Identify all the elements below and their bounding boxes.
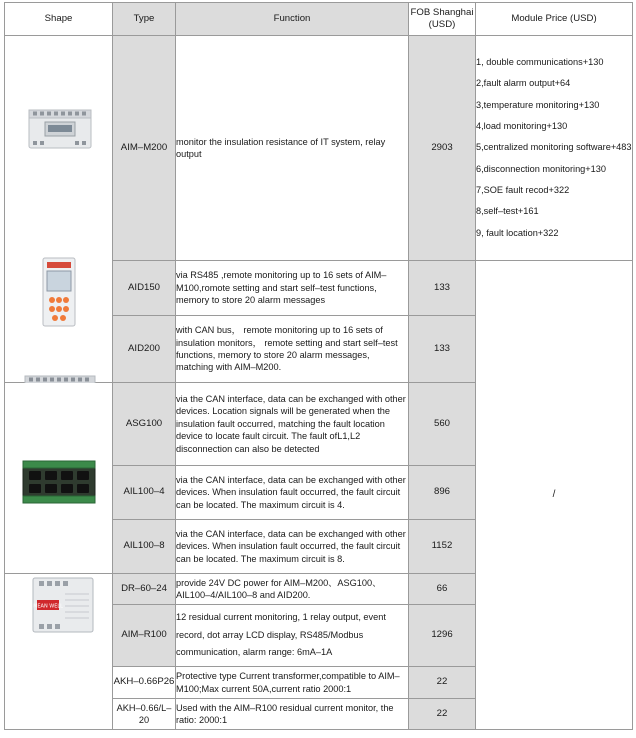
fob-price-cell: 560 bbox=[409, 383, 476, 466]
type-cell: AIL100–8 bbox=[113, 520, 176, 574]
module-price-item: 3,temperature monitoring+130 bbox=[476, 99, 600, 110]
function-cell: via the CAN interface, data can be exchanged with other devices. When insulation fault occurred, the fault circuit can be located. The maximum circuit is 4. bbox=[176, 466, 409, 520]
function-cell: with CAN bus， remote monitoring up to 16 sets of insulation monitors， remote setting and start self–test functions, memory to store 20 alarm messages, matching with AIM–M200. bbox=[176, 316, 409, 383]
function-cell: Used with the AIM–R100 residual current monitor, the ratio: 2000:1 bbox=[176, 699, 409, 730]
type-cell: AID200 bbox=[113, 316, 176, 383]
module-price-item: 8,self–test+161 bbox=[476, 206, 539, 217]
module-price-item: 2,fault alarm output+64 bbox=[476, 78, 571, 89]
module-price-list bbox=[476, 36, 633, 261]
header-module-price: Module Price (USD) bbox=[476, 3, 633, 36]
module-price-item: 9, fault location+322 bbox=[476, 227, 559, 238]
product-price-table bbox=[4, 2, 633, 730]
shape-cell-locators bbox=[5, 383, 113, 574]
header-type: Type bbox=[113, 3, 176, 36]
module-price-item: 7,SOE fault recod+322 bbox=[476, 184, 570, 195]
function-cell: provide 24V DC power for AIM–M200、ASG100、 AIL100–4/AIL100–8 and AID200. bbox=[176, 574, 409, 605]
function-cell: 12 residual current monitoring, 1 relay output, event record, dot array LCD display, RS485/Modbus communication, alarm range: 6mA–1A bbox=[176, 605, 409, 667]
type-cell: ASG100 bbox=[113, 383, 176, 466]
fob-price-cell: 2903 bbox=[409, 36, 476, 261]
fob-price-cell: 22 bbox=[409, 699, 476, 730]
module-price-item: 1, double communications+130 bbox=[476, 57, 604, 68]
type-cell: AKH–0.66/L–20 bbox=[113, 699, 176, 730]
fob-price-cell: 1152 bbox=[409, 520, 476, 574]
shape-cell-power bbox=[5, 574, 113, 730]
module-price-item: 4,load monitoring+130 bbox=[476, 121, 568, 132]
aim-m200-device-image bbox=[27, 108, 93, 152]
module-price-item: 6,disconnection monitoring+130 bbox=[476, 163, 606, 174]
module-price-item: 5,centralized monitoring software+483 bbox=[476, 142, 632, 153]
module-price-other: / bbox=[476, 261, 633, 730]
aid150-device-image bbox=[41, 256, 77, 328]
type-cell: DR–60–24 bbox=[113, 574, 176, 605]
fob-price-cell: 22 bbox=[409, 667, 476, 699]
ail100-device-image bbox=[21, 459, 97, 505]
mean-well-logo: MEAN WELL bbox=[33, 603, 63, 610]
type-cell: AKH–0.66P26 bbox=[113, 667, 176, 699]
header-function: Function bbox=[176, 3, 409, 36]
fob-price-cell: 133 bbox=[409, 316, 476, 383]
function-cell: via the CAN interface, data can be exchanged with other devices. Location signals will be generated when the insulation fault occurred, matching the fault location device to locate fault circuit. The fault ofL1,L2 disconnection can also be detected bbox=[176, 383, 409, 466]
header-fob bbox=[409, 3, 476, 36]
function-cell: Protective type Current transformer,compatible to AIM–M100;Max current 50A,current ratio 2000:1 bbox=[176, 667, 409, 699]
fob-price-cell: 133 bbox=[409, 261, 476, 316]
header-row bbox=[5, 3, 633, 36]
fob-price-cell: 896 bbox=[409, 466, 476, 520]
type-cell: AIM–R100 bbox=[113, 605, 176, 667]
fob-price-cell: 66 bbox=[409, 574, 476, 605]
function-cell: via the CAN interface, data can be exchanged with other devices. When insulation fault occurred, the fault circuit can be located. The maximum circuit is 8. bbox=[176, 520, 409, 574]
header-fob-line1: FOB Shanghai bbox=[410, 7, 474, 19]
type-cell: AIM–M200 bbox=[113, 36, 176, 261]
table-row bbox=[5, 36, 633, 261]
header-shape: Shape bbox=[5, 3, 113, 36]
fob-price-cell: 1296 bbox=[409, 605, 476, 667]
type-cell: AIL100–4 bbox=[113, 466, 176, 520]
dr-60-24-device-image bbox=[31, 576, 95, 634]
function-cell: via RS485 ,remote monitoring up to 16 sets of AIM–M100,romote setting and start self–test functions, memory to store 20 alarm messages bbox=[176, 261, 409, 316]
shape-cell-monitors bbox=[5, 36, 113, 383]
type-cell: AID150 bbox=[113, 261, 176, 316]
function-cell: monitor the insulation resistance of IT system, relay output bbox=[176, 36, 409, 261]
header-fob-line2: (USD) bbox=[428, 19, 456, 30]
